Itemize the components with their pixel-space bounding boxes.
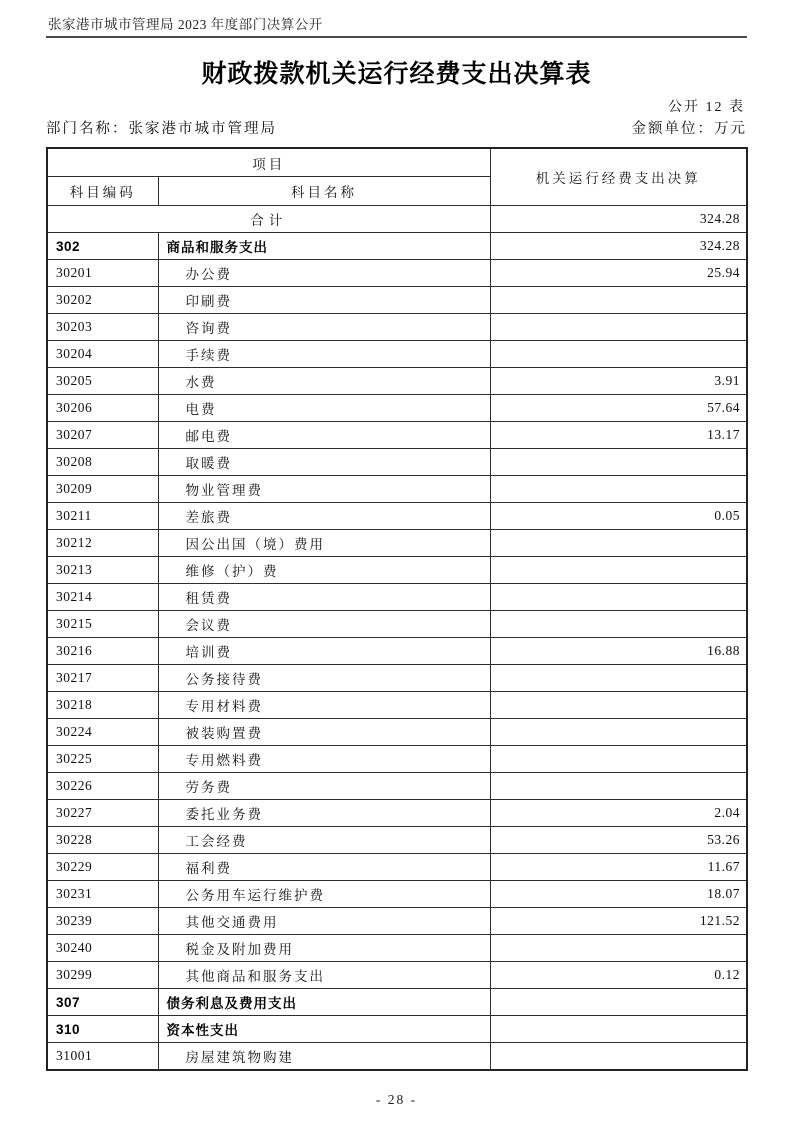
subject-name-cell: 培训费 xyxy=(158,638,490,665)
table-row xyxy=(47,368,747,395)
subject-code-cell: 30206 xyxy=(47,395,158,422)
subject-name-cell: 公务接待费 xyxy=(158,665,490,692)
subject-code-cell: 30211 xyxy=(47,503,158,530)
table-row xyxy=(47,1016,747,1043)
subject-name-cell: 其他交通费用 xyxy=(158,908,490,935)
value-cell xyxy=(490,746,747,773)
subject-code-cell: 30214 xyxy=(47,584,158,611)
table-row xyxy=(47,1043,747,1070)
value-cell xyxy=(490,341,747,368)
value-cell xyxy=(490,773,747,800)
doc-header-note: 张家港市城市管理局 2023 年度部门决算公开 xyxy=(46,0,747,38)
page-title: 财政拨款机关运行经费支出决算表 xyxy=(201,60,592,88)
table-row xyxy=(47,638,747,665)
table-row xyxy=(47,962,747,989)
table-row xyxy=(47,881,747,908)
header-row-project xyxy=(47,148,747,177)
table-row xyxy=(47,665,747,692)
subject-code-cell: 30209 xyxy=(47,476,158,503)
value-cell xyxy=(490,584,747,611)
value-cell xyxy=(490,557,747,584)
subject-code-cell: 30226 xyxy=(47,773,158,800)
subject-code-cell: 30231 xyxy=(47,881,158,908)
table-row xyxy=(47,908,747,935)
value-cell: 121.52 xyxy=(490,908,747,935)
subject-code-cell: 30205 xyxy=(47,368,158,395)
subject-name-cell: 电费 xyxy=(158,395,490,422)
table-row xyxy=(47,422,747,449)
table-row xyxy=(47,260,747,287)
value-cell xyxy=(490,314,747,341)
col-header-name: 科目名称 xyxy=(158,177,490,206)
subject-name-cell: 工会经费 xyxy=(158,827,490,854)
subject-code-cell: 30240 xyxy=(47,935,158,962)
department-name: 部门名称：张家港市城市管理局 xyxy=(46,121,277,137)
page-number: - 28 - xyxy=(375,1092,418,1107)
table-row xyxy=(47,773,747,800)
table-row xyxy=(47,611,747,638)
subject-code-cell: 30201 xyxy=(47,260,158,287)
value-cell: 13.17 xyxy=(490,422,747,449)
value-cell xyxy=(490,1043,747,1070)
subject-name-cell: 水费 xyxy=(158,368,490,395)
table-row xyxy=(47,584,747,611)
subject-name-cell: 取暖费 xyxy=(158,449,490,476)
table-row xyxy=(47,503,747,530)
value-cell xyxy=(490,665,747,692)
subject-name-cell: 因公出国（境）费用 xyxy=(158,530,490,557)
table-row xyxy=(47,395,747,422)
subject-name-cell: 被装购置费 xyxy=(158,719,490,746)
subject-code-cell: 30207 xyxy=(47,422,158,449)
subject-code-cell: 30212 xyxy=(47,530,158,557)
subject-name-cell: 差旅费 xyxy=(158,503,490,530)
subject-code-cell: 310 xyxy=(47,1016,158,1043)
subject-name-cell: 维修（护）费 xyxy=(158,557,490,584)
value-cell xyxy=(490,989,747,1016)
value-cell: 0.12 xyxy=(490,962,747,989)
subject-code-cell: 30224 xyxy=(47,719,158,746)
subject-code-cell: 30215 xyxy=(47,611,158,638)
subject-name-cell: 商品和服务支出 xyxy=(158,233,490,260)
subject-name-cell: 税金及附加费用 xyxy=(158,935,490,962)
subject-code-cell: 30202 xyxy=(47,287,158,314)
subject-code-cell: 30217 xyxy=(47,665,158,692)
subject-name-cell: 福利费 xyxy=(158,854,490,881)
table-header xyxy=(47,148,747,206)
value-cell xyxy=(490,692,747,719)
table-row xyxy=(47,341,747,368)
subject-name-cell: 会议费 xyxy=(158,611,490,638)
value-cell xyxy=(490,476,747,503)
subject-name-cell: 手续费 xyxy=(158,341,490,368)
subject-name-cell: 专用燃料费 xyxy=(158,746,490,773)
subject-code-cell: 30208 xyxy=(47,449,158,476)
subject-name-cell: 办公费 xyxy=(158,260,490,287)
col-header-code: 科目编码 xyxy=(47,177,158,206)
table-row xyxy=(47,233,747,260)
value-cell: 16.88 xyxy=(490,638,747,665)
value-cell xyxy=(490,611,747,638)
value-cell: 11.67 xyxy=(490,854,747,881)
subject-code-cell: 30228 xyxy=(47,827,158,854)
table-row xyxy=(47,989,747,1016)
table-row xyxy=(47,692,747,719)
table-meta-row xyxy=(46,120,747,139)
col-header-value: 机关运行经费支出决算 xyxy=(490,148,747,206)
subject-name-cell: 物业管理费 xyxy=(158,476,490,503)
subject-code-cell: 302 xyxy=(47,233,158,260)
subject-code-cell: 30239 xyxy=(47,908,158,935)
subject-name-cell: 印刷费 xyxy=(158,287,490,314)
table-body xyxy=(47,206,747,1070)
budget-table xyxy=(46,147,748,1071)
table-row xyxy=(47,476,747,503)
subject-name-cell: 租赁费 xyxy=(158,584,490,611)
value-cell: 18.07 xyxy=(490,881,747,908)
subject-code-cell: 30204 xyxy=(47,341,158,368)
value-cell: 0.05 xyxy=(490,503,747,530)
subject-name-cell: 其他商品和服务支出 xyxy=(158,962,490,989)
table-row xyxy=(47,719,747,746)
subject-name-cell: 邮电费 xyxy=(158,422,490,449)
table-row xyxy=(47,557,747,584)
value-cell: 57.64 xyxy=(490,395,747,422)
subject-code-cell: 31001 xyxy=(47,1043,158,1070)
subject-name-cell: 债务利息及费用支出 xyxy=(158,989,490,1016)
value-cell xyxy=(490,287,747,314)
subject-name-cell: 公务用车运行维护费 xyxy=(158,881,490,908)
value-cell: 3.91 xyxy=(490,368,747,395)
table-row xyxy=(47,449,747,476)
subject-name-cell: 劳务费 xyxy=(158,773,490,800)
subject-code-cell: 30225 xyxy=(47,746,158,773)
value-cell: 53.26 xyxy=(490,827,747,854)
value-cell: 324.28 xyxy=(490,233,747,260)
value-cell: 2.04 xyxy=(490,800,747,827)
subject-name-cell: 专用材料费 xyxy=(158,692,490,719)
subject-name-cell: 委托业务费 xyxy=(158,800,490,827)
subject-code-cell: 30299 xyxy=(47,962,158,989)
total-value-cell: 324.28 xyxy=(490,206,747,233)
table-row xyxy=(47,827,747,854)
subject-name-cell: 咨询费 xyxy=(158,314,490,341)
table-row xyxy=(47,314,747,341)
subject-code-cell: 30227 xyxy=(47,800,158,827)
table-row xyxy=(47,854,747,881)
value-cell xyxy=(490,719,747,746)
subject-code-cell: 30213 xyxy=(47,557,158,584)
total-row xyxy=(47,206,747,233)
subject-code-cell: 307 xyxy=(47,989,158,1016)
document-content xyxy=(46,0,747,1107)
table-row xyxy=(47,287,747,314)
table-row xyxy=(47,935,747,962)
table-row xyxy=(47,800,747,827)
value-cell: 25.94 xyxy=(490,260,747,287)
value-cell xyxy=(490,935,747,962)
subject-code-cell: 30203 xyxy=(47,314,158,341)
total-label-cell: 合计 xyxy=(47,206,490,233)
subject-code-cell: 30229 xyxy=(47,854,158,881)
subject-code-cell: 30216 xyxy=(47,638,158,665)
value-cell xyxy=(490,449,747,476)
table-row xyxy=(47,746,747,773)
value-cell xyxy=(490,1016,747,1043)
amount-unit: 金额单位：万元 xyxy=(631,121,747,137)
subject-code-cell: 30218 xyxy=(47,692,158,719)
subject-name-cell: 房屋建筑物购建 xyxy=(158,1043,490,1070)
col-header-project: 项目 xyxy=(47,148,490,177)
value-cell xyxy=(490,530,747,557)
table-row xyxy=(47,530,747,557)
subject-name-cell: 资本性支出 xyxy=(158,1016,490,1043)
table-number: 公开 12 表 xyxy=(668,100,745,115)
